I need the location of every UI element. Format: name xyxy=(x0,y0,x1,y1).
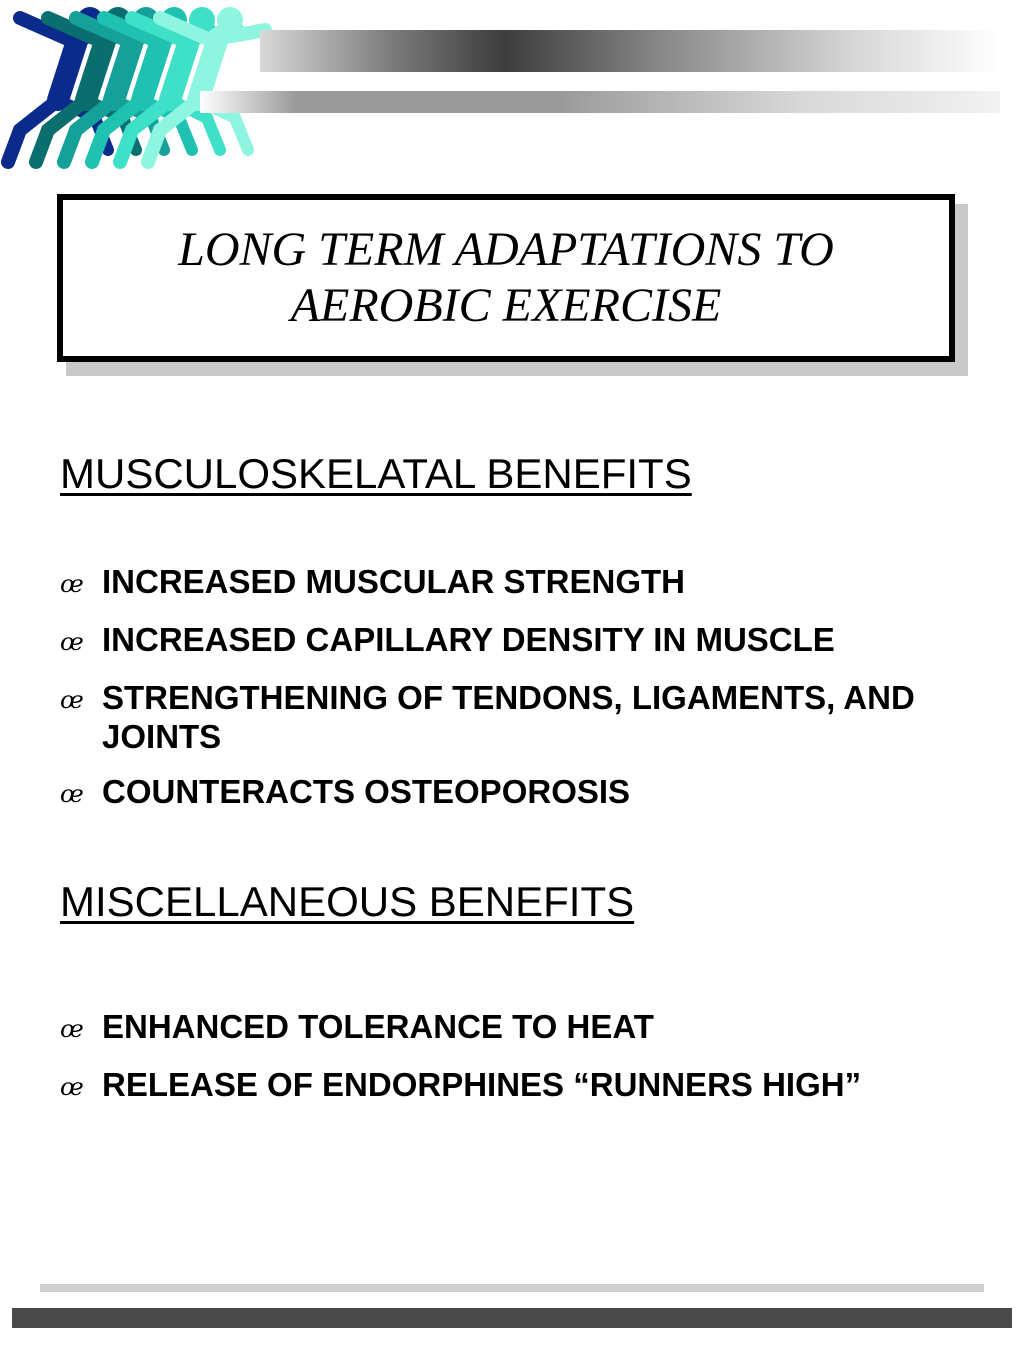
header-gradient-bar xyxy=(260,30,1000,72)
script-bullet-icon: œ xyxy=(60,570,84,598)
list-item-text: INCREASED MUSCULAR STRENGTH xyxy=(102,563,686,600)
list-item-text: ENHANCED TOLERANCE TO HEAT xyxy=(102,1008,654,1045)
title-line-2: AEROBIC EXERCISE xyxy=(290,279,722,332)
script-bullet-icon: œ xyxy=(60,628,84,656)
list-item xyxy=(60,1007,980,1049)
list-item xyxy=(60,678,980,756)
list-item-text: STRENGTHENING OF TENDONS, LIGAMENTS, AND JOINTS xyxy=(102,679,915,755)
page-title xyxy=(178,222,834,334)
list-item-text: INCREASED CAPILLARY DENSITY IN MUSCLE xyxy=(102,621,835,658)
title-box xyxy=(57,194,955,362)
title-line-1: LONG TERM ADAPTATIONS TO xyxy=(178,223,834,276)
list-item-text: RELEASE OF ENDORPHINES “RUNNERS HIGH” xyxy=(102,1066,862,1103)
footer-bar xyxy=(12,1308,1012,1328)
section-heading-miscellaneous: MISCELLANEOUS BENEFITS xyxy=(60,878,635,925)
list-item xyxy=(60,772,980,814)
section-heading-musculoskeletal: MUSCULOSKELATAL BENEFITS xyxy=(60,450,692,497)
list-item xyxy=(60,1065,980,1107)
bullet-list-musculoskeletal xyxy=(60,562,980,830)
script-bullet-icon: œ xyxy=(60,780,84,808)
footer-rule xyxy=(40,1284,984,1292)
script-bullet-icon: œ xyxy=(60,1073,84,1101)
running-figures-icon xyxy=(0,0,300,180)
script-bullet-icon: œ xyxy=(60,686,84,714)
list-item xyxy=(60,562,980,604)
bullet-list-miscellaneous xyxy=(60,1007,980,1123)
script-bullet-icon: œ xyxy=(60,1015,84,1043)
header-gradient-bar-secondary xyxy=(200,91,1000,113)
list-item-text: COUNTERACTS OSTEOPOROSIS xyxy=(102,773,631,810)
list-item xyxy=(60,620,980,662)
